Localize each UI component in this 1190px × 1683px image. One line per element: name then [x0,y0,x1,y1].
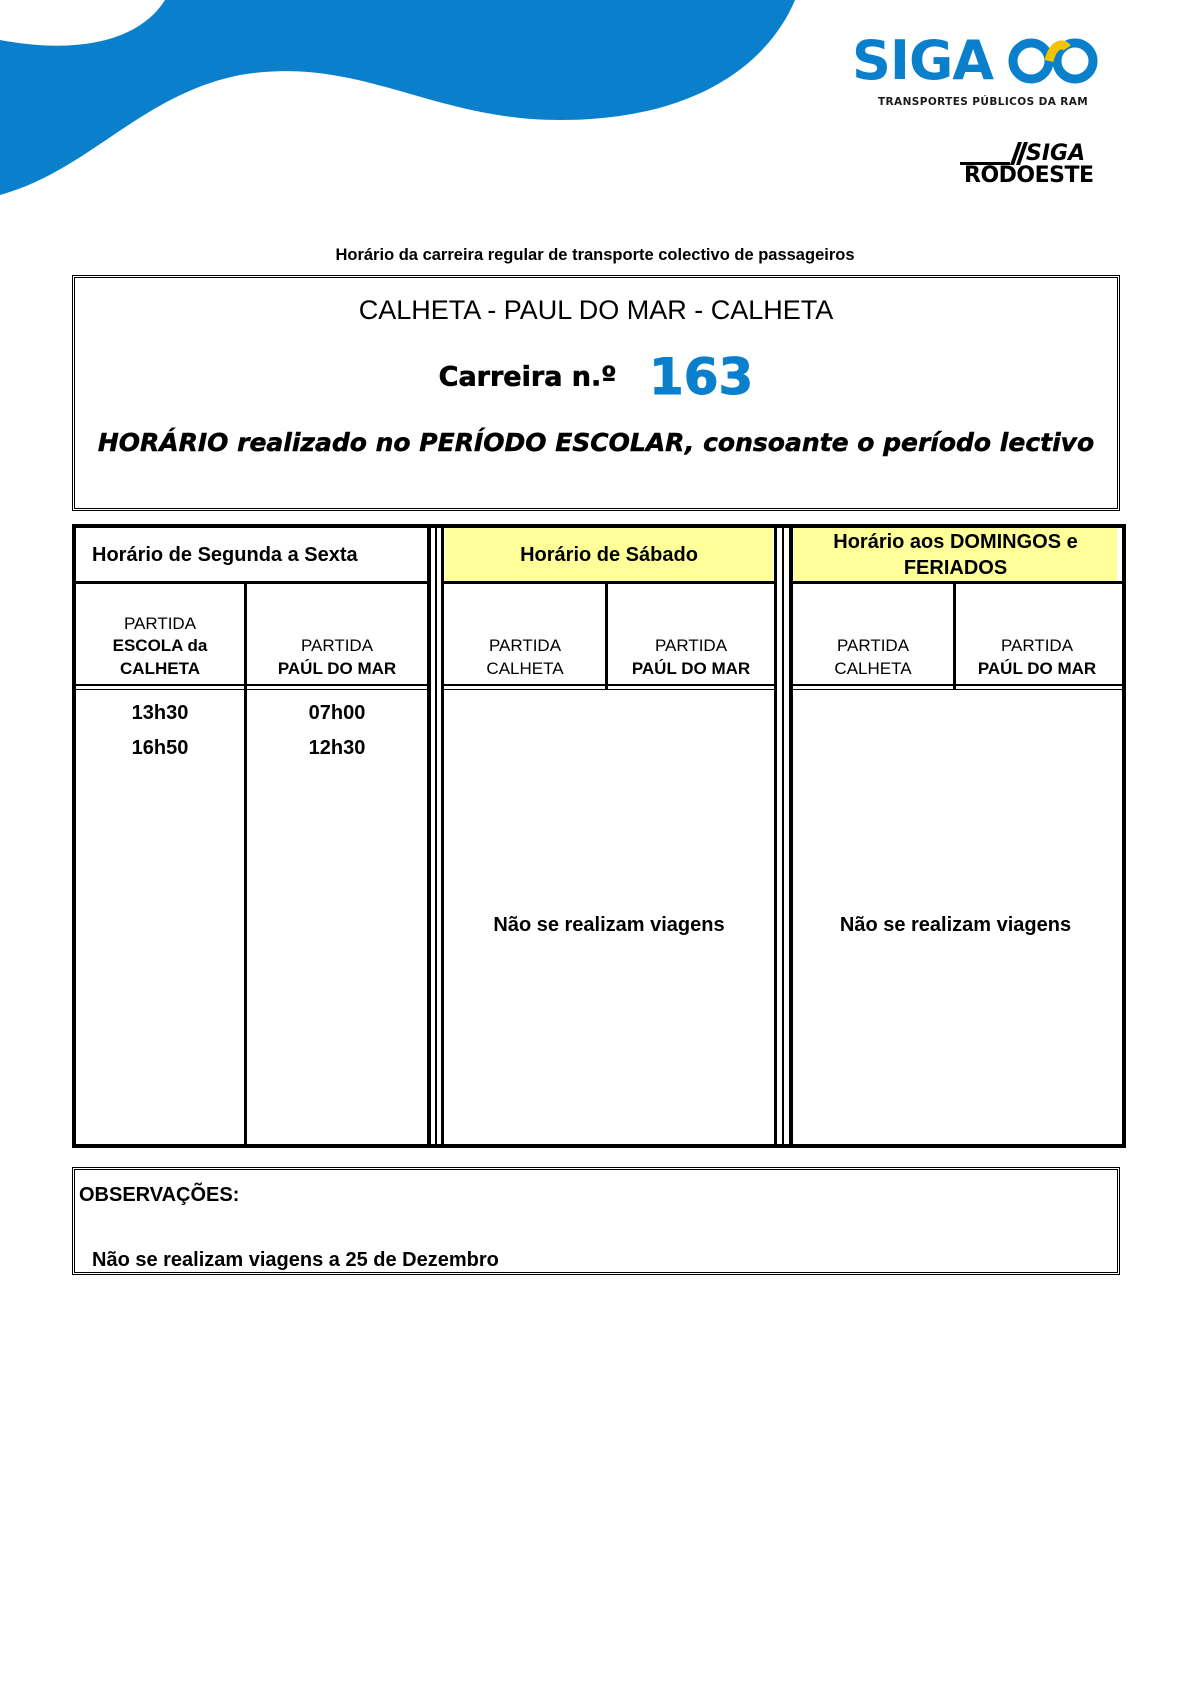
document-heading: Horário da carreira regular de transporte colectivo de passageiros [335,246,855,264]
weekdays-col2-line1: PARTIDA [300,636,374,655]
rodoeste-logo [960,142,1100,202]
observations-title: OBSERVAÇÕES: [79,1184,240,1206]
route-title: CALHETA - PAUL DO MAR - CALHETA [358,295,834,325]
weekdays-col1-line3: CALHETA [120,658,200,678]
siga-tagline: TRANSPORTES PÚBLICOS DA RAM [878,96,1089,108]
siga-rings-icon [1005,36,1105,86]
weekdays-col2-line2: PAÚL DO MAR [277,658,397,678]
saturday-no-trips: Não se realizam viagens [493,914,725,936]
weekdays-header [76,527,426,582]
grid-line [793,689,1122,690]
weekday-time-paul-2: 12h30 [308,737,366,759]
weekdays-col1-header [76,584,244,684]
carreira-line [75,348,1117,406]
sunday-col1-header [794,584,952,684]
carreira-number: 163 [648,348,754,406]
sunday-no-trips: Não se realizam viagens [839,914,1072,936]
grid-line [435,524,437,1148]
siga-logo [852,30,1102,110]
grid-line [444,689,774,690]
carreira-label: Carreira n.º [438,361,617,393]
weekdays-col1-line1: PARTIDA [123,613,197,633]
grid-line [72,524,1126,528]
observations-box [72,1167,1120,1275]
weekdays-col2-header [248,584,426,684]
saturday-col1-header [445,584,605,684]
grid-line [72,524,76,1148]
weekdays-col1-line2: ESCOLA da [112,636,208,655]
saturday-header-label: Horário de Sábado [520,543,698,566]
weekday-time-escola-1: 13h30 [131,702,189,724]
rodoeste-top-text: SIGA [1026,141,1086,166]
rodoeste-wordmark: RODOESTE [964,163,1094,188]
grid-line [444,581,774,584]
grid-line [605,581,608,690]
grid-line [244,581,247,1147]
grid-line [444,684,774,686]
grid-line [76,684,427,686]
grid-line [427,524,431,1148]
grid-line [793,581,1122,584]
grid-line [953,581,956,690]
grid-line [774,524,777,1148]
weekday-time-escola-2: 16h50 [131,737,189,759]
saturday-header [445,527,773,582]
sunday-col1-line2: CALHETA [834,658,912,678]
decorative-wave [0,0,800,200]
siga-wordmark: SIGA [852,29,994,92]
grid-line [782,524,784,1148]
grid-line [72,1144,1126,1148]
sunday-col1-line1: PARTIDA [836,636,910,655]
saturday-col2-line2: PAÚL DO MAR [631,658,751,678]
grid-line [76,689,427,690]
grid-line [76,581,427,584]
weekdays-header-label: Horário de Segunda a Sexta [92,543,358,566]
sunday-col2-header [956,584,1118,684]
grid-line [789,524,793,1148]
sunday-col2-line2: PAÚL DO MAR [977,658,1097,678]
observations-text: Não se realizam viagens a 25 de Dezembro [92,1249,499,1271]
sunday-header-label: Horário aos DOMINGOS e FERIADOS [833,530,1078,579]
schedule-table [72,524,1126,1148]
saturday-col1-line2: CALHETA [486,658,564,678]
grid-line [1122,524,1126,1148]
grid-line [441,524,444,1148]
period-note: HORÁRIO realizado no PERÍODO ESCOLAR, consoante o período lectivo [97,428,1095,457]
sunday-header [794,527,1117,582]
title-box [72,275,1120,511]
saturday-col2-header [608,584,774,684]
grid-line [793,684,1122,686]
weekday-time-paul-1: 07h00 [308,702,366,724]
saturday-col2-line1: PARTIDA [654,636,728,655]
saturday-col1-line1: PARTIDA [488,636,562,655]
sunday-col2-line1: PARTIDA [1000,636,1074,655]
